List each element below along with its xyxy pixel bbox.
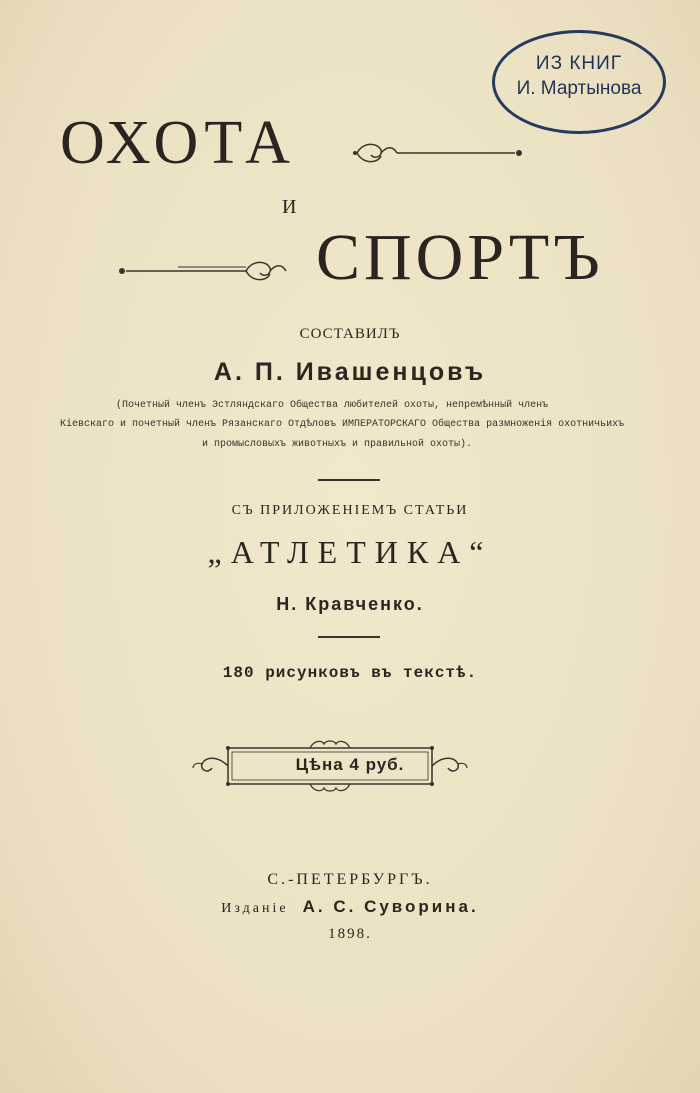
article-author: Н. Кравченко. <box>276 594 424 614</box>
title-conjunction: И <box>282 196 297 218</box>
flourish-ornament-left <box>118 256 290 286</box>
title-word-1: ОХОТА <box>60 109 296 177</box>
title-word-2: СПОРТЪ <box>316 221 604 294</box>
appendix-label: СЪ ПРИЛОЖЕНІЕМЪ СТАТЬИ <box>231 503 469 518</box>
author-note-line-2: Кіевскаго и почетный членъ Рязанскаго Отдѣловъ ИМПЕРАТОРСКАГО Общества размноженія охотничьихъ <box>60 419 625 430</box>
article-title: „АТЛЕТИКА“ <box>207 534 493 570</box>
library-stamp <box>492 30 666 134</box>
stamp-line-1: ИЗ КНИГ <box>535 53 623 74</box>
divider-rule <box>318 479 380 481</box>
compiled-by-label: СОСТАВИЛЪ <box>299 326 401 342</box>
illustrations-count: 180 рисунковъ въ текстѣ. <box>222 664 478 682</box>
divider-rule <box>318 636 380 638</box>
stamp-line-2: И. Мартынова <box>516 78 642 99</box>
publisher-word: Изданіе <box>221 901 289 916</box>
imprint-city: С.-ПЕТЕРБУРГЪ. <box>267 871 433 888</box>
author-name: А. П. Ивашенцовъ <box>213 358 487 386</box>
author-note-line-1: (Почетный членъ Эстляндскаго Общества любителей охоты, непремѣнный членъ <box>116 400 549 411</box>
price-label: Цѣна 4 руб. <box>295 755 405 774</box>
publisher-name: А. С. Суворина. <box>302 897 479 916</box>
imprint-year: 1898. <box>328 926 372 942</box>
imprint-publisher <box>0 897 700 917</box>
flourish-ornament-right <box>353 138 525 168</box>
author-note-line-3: и промысловыхъ животныхъ и правильной охоты). <box>202 439 473 450</box>
